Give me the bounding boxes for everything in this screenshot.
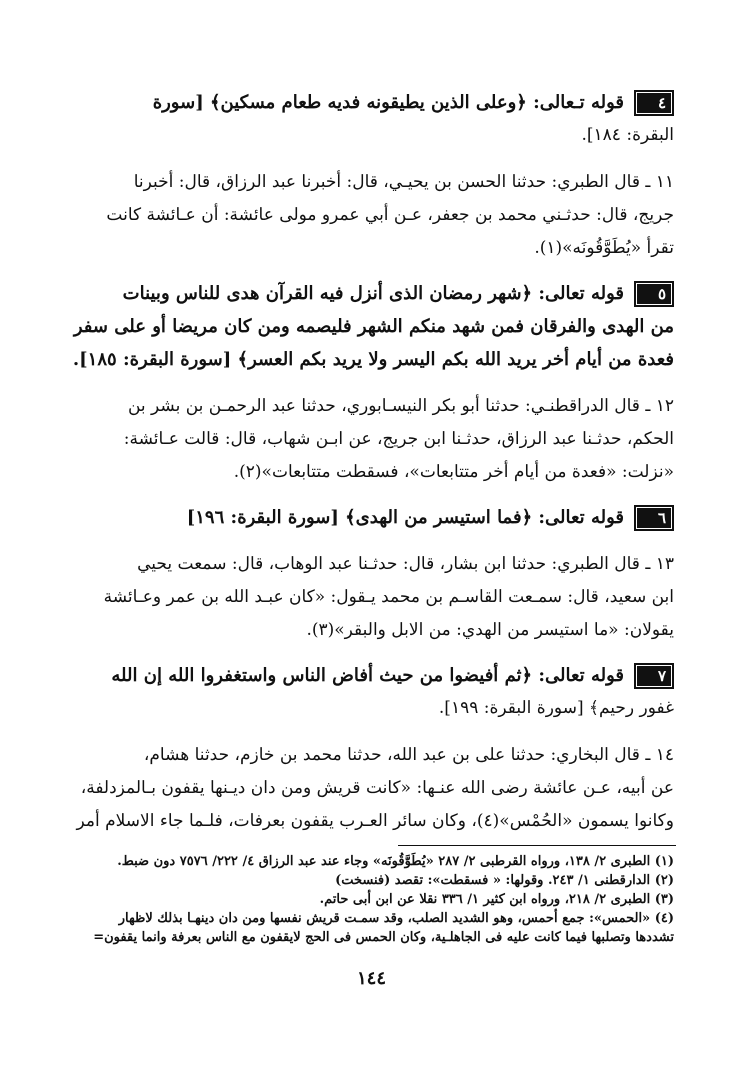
- verse-number-badge: ٤: [634, 90, 674, 116]
- hadith-14: [78, 739, 674, 838]
- hadith-line: ١٤ ـ قال البخاري: حدثنا على بن عبد الله، حدثنا محمد بن خازم، حدثنا هشام،: [143, 745, 674, 765]
- footnotes: [84, 852, 674, 947]
- hadith-line: ١٢ ـ قال الدراقطنـي: حدثنا أبو بكر النيسـابوري، حدثنا عبد الرحمـن بن بشر بن: [127, 396, 674, 416]
- verse-text: قوله تعالى: ﴿شهر رمضان الذى أنزل فيه القرآن هدى للناس وبينات: [122, 283, 624, 304]
- verse-line: فعدة من أيام أخر يريد الله بكم اليسر ولا يريد بكم العسر﴾ [سورة البقرة: ١٨٥].: [72, 349, 674, 370]
- main-text: [72, 86, 674, 838]
- hadith-line: جريج، قال: حدثـني محمد بن جعفر، عـن أبي عمرو مولى عائشة: أن عـائشة كانت: [106, 205, 674, 225]
- hadith-line: ١٣ ـ قال الطبري: حدثنا ابن بشار، قال: حدثـنا عبد الوهاب، قال: سمعت يحيي: [137, 554, 674, 574]
- footnote-2: (٢) الدارقطنى ١/ ٢٤٣. وقولها: « فسقطت»: تقصد (فنسخت): [335, 873, 674, 888]
- hadith-12: [78, 390, 674, 489]
- hadith-line: ١١ ـ قال الطبري: حدثنا الحسن بن يحيـي، قال: أخبرنا عبد الرزاق، قال: أخبرنا: [133, 172, 674, 192]
- footnote-divider: [398, 845, 676, 846]
- hadith-13: [78, 548, 674, 647]
- verse-section-7: [78, 659, 674, 838]
- verse-section-4: [78, 86, 674, 265]
- verse-line: [78, 277, 674, 310]
- verse-line: من الهدى والفرقان فمن شهد منكم الشهر فليصمه ومن كان مريضا أو على سفر: [73, 316, 674, 337]
- verse-line: البقرة: ١٨٤].: [581, 125, 674, 145]
- verse-line: [78, 501, 674, 534]
- verse-number-badge: ٥: [634, 281, 674, 307]
- verse-text: قوله تعالى: ﴿فما استيسر من الهدى﴾ [سورة البقرة: ١٩٦]: [186, 507, 624, 528]
- footnote-4-continued: تشددها وتصلبها فيما كانت عليه فى الجاهلـية، وكان الحمس فى الحج لايقفون مع الناس بعرفة وانما يقفون=: [93, 930, 674, 945]
- hadith-line: الحكم، حدثـنا عبد الرزاق، حدثـنا ابن جريج، عن ابـن شهاب، قال: قالت عـائشة:: [123, 429, 674, 449]
- verse-section-6: [78, 501, 674, 647]
- hadith-line: «نزلت: «فعدة من أيام أخر متتابعات»، فسقطت متتابعات»(٢).: [233, 462, 674, 482]
- hadith-line: وكانوا يسمون «الحُمْس»(٤)، وكان سائر العـرب يقفون بعرفات، فلـما جاء الاسلام أمر: [76, 811, 674, 831]
- verse-line: [78, 86, 674, 119]
- verse-text: قوله تـعالى: ﴿وعلى الذين يطيقونه فديه طعام مسكين﴾ [سورة: [152, 92, 624, 113]
- verse-line: غفور رحيم﴾ [سورة البقرة: ١٩٩].: [438, 698, 674, 718]
- hadith-11: [78, 166, 674, 265]
- footnote-4: (٤) «الحمس»: جمع أحمس، وهو الشديد الصلب، وقد سمـت قريش نفسها ومن دان دينهـا بذلك لاظهار: [118, 911, 674, 926]
- hadith-line: ابن سعيد، قال: سمـعت القاسـم بن محمد يـقول: «كان عبـد الله بن عمر وعـائشة: [103, 587, 674, 607]
- verse-section-5: [72, 277, 674, 489]
- hadith-line: عن أبيه، عـن عائشة رضى الله عنـها: «كانت قريش ومن دان ديـنها يقفون بـالمزدلفة،: [80, 778, 674, 798]
- verse-line: [78, 659, 674, 692]
- hadith-line: تقرأ «يُطَوَّقُونَه»(١).: [534, 238, 674, 258]
- hadith-line: يقولان: «ما استيسر من الهدي: من الابل والبقر»(٣).: [306, 620, 674, 640]
- verse-number-badge: ٦: [634, 505, 674, 531]
- page-number: ١٤٤: [356, 968, 386, 989]
- verse-text: قوله تعالى: ﴿ثم أفيضوا من حيث أفاض الناس واستغفروا الله إن الله: [111, 665, 624, 686]
- footnote-3: (٣) الطبرى ٢/ ٢١٨، ورواه ابن كثير ١/ ٣٣٦ نقلا عن ابن أبى حاتم.: [319, 892, 674, 907]
- verse-number-badge: ٧: [634, 663, 674, 689]
- footnote-1: (١) الطبرى ٢/ ١٣٨، ورواه القرطبى ٢/ ٢٨٧ «يُطَوَّقُونَه» وجاء عند عبد الرزاق ٤/ ٢٢٢/ ٧٥٧٦ دون ضبط.: [117, 854, 674, 869]
